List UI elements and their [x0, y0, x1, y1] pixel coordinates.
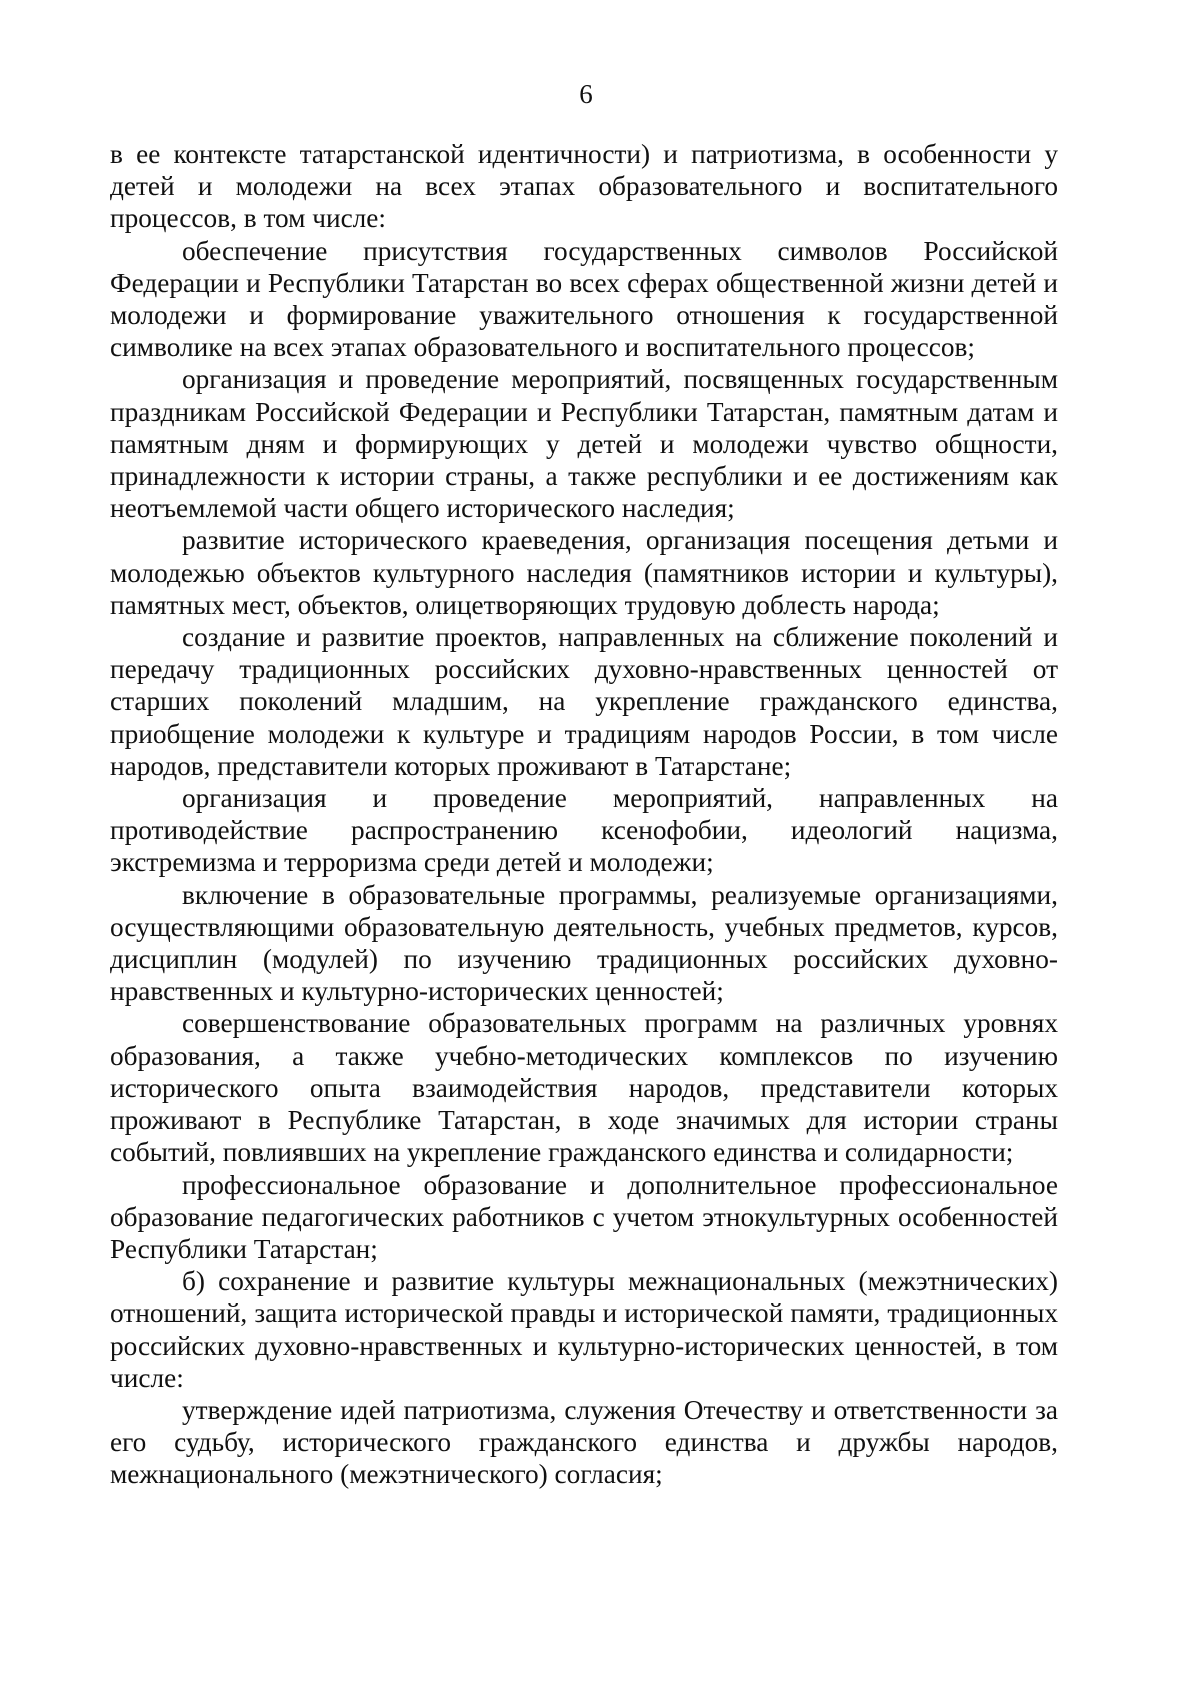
paragraph: развитие исторического краеведения, организация посещения детьми и молодежью объектов культурного наследия (памятников истории и культуры), памятных мест, объектов, олицетворяющих трудовую доблесть народа; — [110, 525, 1058, 620]
page-number: 6 — [579, 79, 593, 109]
paragraph: профессиональное образование и дополнительное профессиональное образование педагогических работников с учетом этнокультурных особенностей Республики Татарстан; — [110, 1169, 1058, 1264]
paragraph: б) сохранение и развитие культуры межнациональных (межэтнических) отношений, защита исторической правды и исторической памяти, традиционных российских духовно-нравственных и культурно-исторических ценностей, в том числе: — [110, 1266, 1058, 1393]
paragraph: обеспечение присутствия государственных символов Российской Федерации и Республики Татарстан во всех сферах общественной жизни детей и молодежи и формирование уважительного отношения к государственной символике на всех этапах образовательного и воспитательного процессов; — [110, 235, 1058, 363]
document-body — [110, 138, 1058, 1491]
paragraph: организация и проведение мероприятий, посвященных государственным праздникам Российской Федерации и Республики Татарстан, памятным датам и памятным дням и формирующих у детей и молодежи чувство общности, принадлежности к истории страны, а также республики и ее достижениям как неотъемлемой части общего исторического наследия; — [110, 364, 1058, 524]
paragraph: включение в образовательные программы, реализуемые организациями, осуществляющими образовательную деятельность, учебных предметов, курсов, дисциплин (модулей) по изучению традиционных российских духовно-нравственных и культурно-исторических ценностей; — [110, 879, 1058, 1007]
paragraph: организация и проведение мероприятий, направленных на противодействие распространению ксенофобии, идеологий нацизма, экстремизма и терроризма среди детей и молодежи; — [110, 783, 1058, 878]
paragraph: совершенствование образовательных программ на различных уровнях образования, а также учебно-методических комплексов по изучению исторического опыта взаимодействия народов, представители которых проживают в Республике Татарстан, в ходе значимых для истории страны событий, повлиявших на укрепление гражданского единства и солидарности; — [110, 1008, 1058, 1168]
paragraph: в ее контексте татарстанской идентичности) и патриотизма, в особенности у детей и молодежи на всех этапах образовательного и воспитательного процессов, в том числе: — [110, 139, 1058, 234]
paragraph: создание и развитие проектов, направленных на сближение поколений и передачу традиционных российских духовно-нравственных ценностей от старших поколений младшим, на укрепление гражданского единства, приобщение молодежи к культуре и традициям народов России, в том числе народов, представители которых проживают в Татарстане; — [110, 622, 1058, 781]
paragraph: утверждение идей патриотизма, служения Отечеству и ответственности за его судьбу, исторического гражданского единства и дружбы народов, межнационального (межэтнического) согласия; — [110, 1394, 1058, 1490]
